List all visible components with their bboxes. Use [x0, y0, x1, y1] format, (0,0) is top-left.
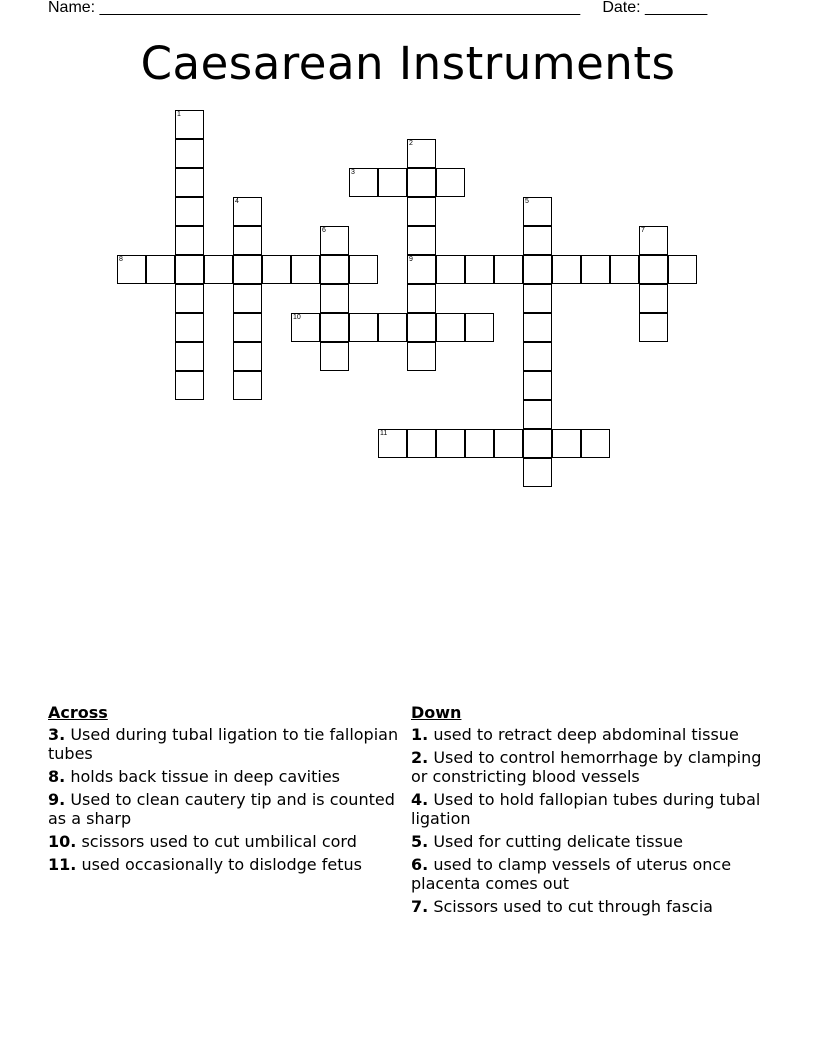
grid-cell[interactable]: [407, 197, 436, 226]
clue-number: 5: [525, 198, 529, 205]
grid-cell[interactable]: [523, 400, 552, 429]
clue-number-label: 1.: [411, 725, 429, 744]
grid-cell[interactable]: [639, 226, 668, 255]
clue-number: 8: [119, 256, 123, 263]
grid-cell[interactable]: [349, 255, 378, 284]
page-title: Caesarean Instruments: [140, 37, 676, 90]
clue-text: used occasionally to dislodge fetus: [81, 855, 362, 874]
across-clue: [48, 790, 400, 828]
grid-cell[interactable]: [175, 371, 204, 400]
clue-text: Scissors used to cut through fascia: [433, 897, 713, 916]
grid-cell[interactable]: [233, 226, 262, 255]
grid-cell[interactable]: [523, 429, 552, 458]
grid-cell[interactable]: [407, 313, 436, 342]
grid-cell[interactable]: [552, 429, 581, 458]
grid-cell[interactable]: [523, 313, 552, 342]
grid-cell[interactable]: [175, 110, 204, 139]
grid-cell[interactable]: [117, 255, 146, 284]
grid-cell[interactable]: [639, 255, 668, 284]
grid-cell[interactable]: [523, 255, 552, 284]
grid-cell[interactable]: [610, 255, 639, 284]
grid-cell[interactable]: [175, 284, 204, 313]
across-clue-list: [48, 725, 400, 874]
grid-cell[interactable]: [523, 342, 552, 371]
grid-cell[interactable]: [175, 255, 204, 284]
grid-cell[interactable]: [639, 313, 668, 342]
grid-cell[interactable]: [233, 342, 262, 371]
grid-cell[interactable]: [320, 226, 349, 255]
clue-text: used to retract deep abdominal tissue: [433, 725, 739, 744]
grid-cell[interactable]: [407, 168, 436, 197]
grid-cell[interactable]: [465, 429, 494, 458]
grid-cell[interactable]: [465, 255, 494, 284]
grid-cell[interactable]: [175, 139, 204, 168]
grid-cell[interactable]: [407, 284, 436, 313]
grid-cell[interactable]: [320, 342, 349, 371]
grid-cell[interactable]: [233, 313, 262, 342]
grid-cell[interactable]: [436, 313, 465, 342]
grid-cell[interactable]: [668, 255, 697, 284]
grid-cell[interactable]: [320, 313, 349, 342]
name-label: Name:: [48, 0, 96, 16]
clue-number-label: 5.: [411, 832, 429, 851]
clue-number-label: 7.: [411, 897, 429, 916]
clue-text: Used for cutting delicate tissue: [433, 832, 683, 851]
grid-cell[interactable]: [175, 197, 204, 226]
clue-number: 7: [641, 227, 645, 234]
grid-cell[interactable]: [523, 371, 552, 400]
grid-cell[interactable]: [320, 284, 349, 313]
clue-number-label: 4.: [411, 790, 429, 809]
across-clue: [48, 832, 400, 851]
grid-cell[interactable]: [175, 168, 204, 197]
grid-cell[interactable]: [349, 168, 378, 197]
grid-cell[interactable]: [523, 458, 552, 487]
clue-number: 1: [177, 111, 181, 118]
grid-cell[interactable]: [436, 255, 465, 284]
grid-cell[interactable]: [465, 313, 494, 342]
clue-number: 6: [322, 227, 326, 234]
clue-number: 3: [351, 169, 355, 176]
clue-text: Used to hold fallopian tubes during tubal ligation: [411, 790, 761, 828]
clue-number: 11: [380, 430, 388, 437]
grid-cell[interactable]: [233, 197, 262, 226]
clue-number-label: 2.: [411, 748, 429, 767]
clue-number-label: 3.: [48, 725, 66, 744]
clue-text: Used to clean cautery tip and is counted as a sharp: [48, 790, 395, 828]
grid-cell[interactable]: [436, 429, 465, 458]
down-clue: [411, 897, 763, 916]
across-clue: [48, 725, 400, 763]
grid-cell[interactable]: [407, 226, 436, 255]
grid-cell[interactable]: [494, 429, 523, 458]
grid-cell[interactable]: [349, 313, 378, 342]
grid-cell[interactable]: [378, 313, 407, 342]
grid-cell[interactable]: [639, 284, 668, 313]
grid-cell[interactable]: [233, 255, 262, 284]
clue-number-label: 11.: [48, 855, 77, 874]
grid-cell[interactable]: [523, 284, 552, 313]
clue-number: 4: [235, 198, 239, 205]
clue-text: Used during tubal ligation to tie fallopian tubes: [48, 725, 399, 763]
grid-cell[interactable]: [233, 371, 262, 400]
grid-cell[interactable]: [523, 197, 552, 226]
grid-cell[interactable]: [407, 429, 436, 458]
across-clues: [48, 703, 400, 878]
across-clue: [48, 855, 400, 874]
date-blank[interactable]: _______: [645, 0, 708, 16]
grid-cell[interactable]: [233, 284, 262, 313]
grid-cell[interactable]: [320, 255, 349, 284]
name-blank[interactable]: ______________________________________________________: [99, 0, 581, 16]
clue-text: Used to control hemorrhage by clamping or constricting blood vessels: [411, 748, 762, 786]
clue-number-label: 6.: [411, 855, 429, 874]
grid-cell[interactable]: [291, 313, 320, 342]
clue-number-label: 9.: [48, 790, 66, 809]
grid-cell[interactable]: [378, 168, 407, 197]
grid-cell[interactable]: [146, 255, 175, 284]
grid-cell[interactable]: [494, 255, 523, 284]
down-clues: [411, 703, 763, 920]
grid-cell[interactable]: [407, 139, 436, 168]
grid-cell[interactable]: [204, 255, 233, 284]
down-clue: [411, 832, 763, 851]
clue-text: holds back tissue in deep cavities: [70, 767, 341, 786]
grid-cell[interactable]: [291, 255, 320, 284]
grid-cell[interactable]: [552, 255, 581, 284]
grid-cell[interactable]: [175, 342, 204, 371]
down-clue: [411, 748, 763, 786]
grid-cell[interactable]: [581, 429, 610, 458]
grid-cell[interactable]: [581, 255, 610, 284]
across-heading: Across: [48, 703, 108, 722]
clue-number: 2: [409, 140, 413, 147]
grid-cell[interactable]: [407, 342, 436, 371]
grid-cell[interactable]: [175, 226, 204, 255]
down-clue: [411, 790, 763, 828]
clue-number: 9: [409, 256, 413, 263]
clue-number: 10: [293, 314, 301, 321]
grid-cell[interactable]: [175, 313, 204, 342]
down-clue: [411, 855, 763, 893]
clue-text: scissors used to cut umbilical cord: [81, 832, 357, 851]
grid-cell[interactable]: [262, 255, 291, 284]
grid-cell[interactable]: [436, 168, 465, 197]
grid-cell[interactable]: [378, 429, 407, 458]
grid-cell[interactable]: [407, 255, 436, 284]
date-label: Date:: [602, 0, 641, 16]
clue-number-label: 10.: [48, 832, 77, 851]
clue-text: used to clamp vessels of uterus once placenta comes out: [411, 855, 732, 893]
down-heading: Down: [411, 703, 462, 722]
grid-cell[interactable]: [523, 226, 552, 255]
across-clue: [48, 767, 400, 786]
clue-number-label: 8.: [48, 767, 66, 786]
down-clue: [411, 725, 763, 744]
down-clue-list: [411, 725, 763, 916]
